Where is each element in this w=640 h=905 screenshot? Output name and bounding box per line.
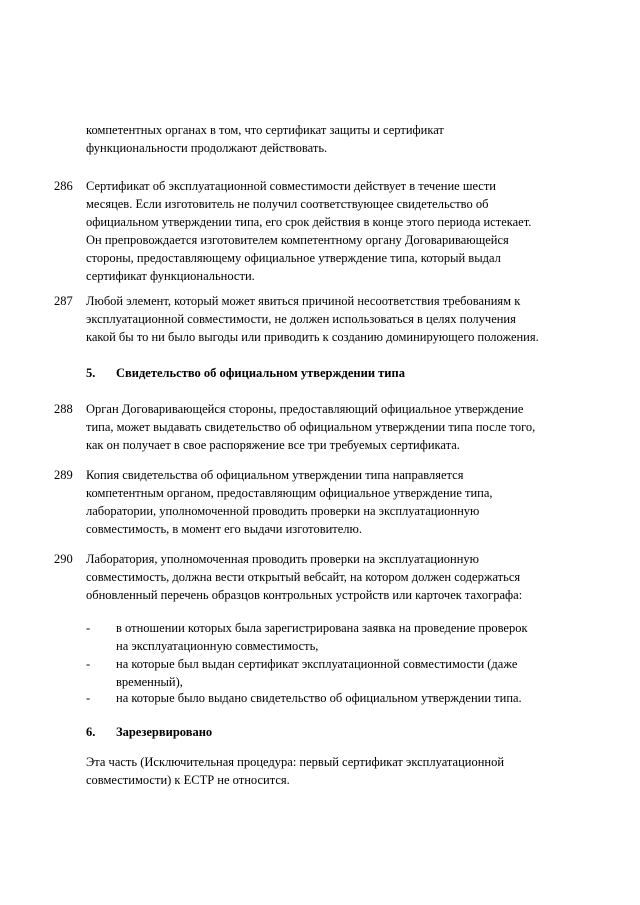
paragraph-line: Любой элемент, который может явиться причиной несоответствия требованиям к — [86, 294, 521, 308]
paragraph-number: 286 — [54, 179, 73, 193]
bullet-line: на которые было выдано свидетельство об официальном утверждении типа. — [116, 691, 522, 705]
section-title: Свидетельство об официальном утверждении типа — [116, 366, 405, 380]
bullet-marker: - — [86, 621, 91, 635]
bullet-marker: - — [86, 691, 91, 705]
paragraph-line: как он получает в свое распоряжение все три требуемых сертификата. — [86, 438, 460, 452]
paragraph-line: официальном утверждении типа, его срок действия в конце этого периода истекает. — [86, 215, 532, 229]
paragraph-line: компетентным органом, предоставляющим официальное утверждение типа, — [86, 486, 493, 500]
paragraph-line: эксплуатационной совместимости, не должен использоваться в целях получения — [86, 312, 516, 326]
paragraph-line: сертификат функциональности. — [86, 269, 255, 283]
paragraph-line: типа, может выдавать свидетельство об официальном утверждении типа после того, — [86, 420, 536, 434]
paragraph-line: обновленный перечень образцов контрольных устройств или карточек тахографа: — [86, 588, 523, 602]
paragraph-number: 290 — [54, 552, 73, 566]
paragraph-line: Лаборатория, уполномоченная проводить проверки на эксплуатационную — [86, 552, 480, 566]
paragraph-number: 289 — [54, 468, 73, 482]
paragraph-line: Сертификат об эксплуатационной совместимости действует в течение шести — [86, 179, 496, 193]
bullet-line: на которые был выдан сертификат эксплуатационной совместимости (даже — [116, 657, 518, 671]
intro-line-2: функциональности продолжают действовать. — [86, 141, 328, 155]
bullet-line: на эксплуатационную совместимость, — [116, 639, 319, 653]
paragraph-line: совместимость, должна вести открытый вебсайт, на котором должен содержаться — [86, 570, 521, 584]
section-number: 5. — [86, 366, 96, 380]
paragraph-number: 288 — [54, 402, 73, 416]
section-title: Зарезервировано — [116, 725, 213, 739]
paragraph-line: совместимости) к ЕСТР не относится. — [86, 773, 290, 787]
paragraph-line: Эта часть (Исключительная процедура: первый сертификат эксплуатационной — [86, 755, 505, 769]
bullet-line: временный), — [116, 675, 183, 689]
paragraph-number: 287 — [54, 294, 73, 308]
paragraph-line: Орган Договаривающейся стороны, предоставляющий официальное утверждение — [86, 402, 524, 416]
paragraph-line: стороны, предоставляющему официальное утверждение типа, который выдал — [86, 251, 501, 265]
paragraph-line: совместимость, в момент его выдачи изготовителю. — [86, 522, 363, 536]
bullet-marker: - — [86, 657, 91, 671]
section-number: 6. — [86, 725, 96, 739]
paragraph-line: лаборатории, уполномоченной проводить проверки на эксплуатационную — [86, 504, 480, 518]
paragraph-line: какой бы то ни было выгоды или приводить к созданию доминирующего положения. — [86, 330, 539, 344]
paragraph-line: месяцев. Если изготовитель не получил соответствующее свидетельство об — [86, 197, 489, 211]
paragraph-line: Копия свидетельства об официальном утверждении типа направляется — [86, 468, 464, 482]
paragraph-line: Он препровождается изготовителем компетентному органу Договаривающейся — [86, 233, 509, 247]
intro-line-1: компетентных органах в том, что сертификат защиты и сертификат — [86, 123, 444, 137]
bullet-line: в отношении которых была зарегистрирована заявка на проведение проверок — [116, 621, 528, 635]
